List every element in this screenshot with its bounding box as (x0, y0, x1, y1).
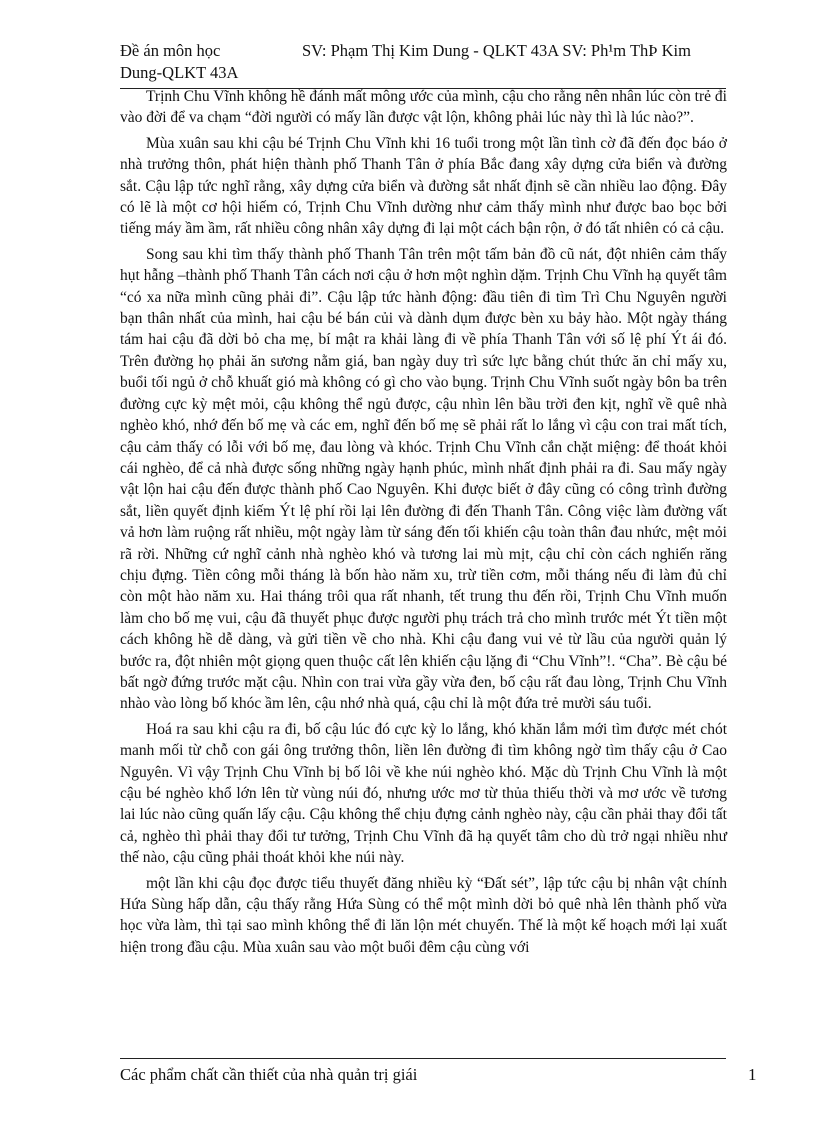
document-body (120, 86, 727, 962)
paragraph: Hoá ra sau khi cậu ra đi, bố cậu lúc đó cực kỳ lo lắng, khó khăn lắm mới tìm được mét chót manh mối từ chỗ con gái ông trưởng thôn, liền lên đường đi tìm không ngờ tìm thấy cậu ở Cao Nguyên. Vì vậy Trịnh Chu Vĩnh bị bố lôi về khe núi nghèo khó. Mặc dù Trịnh Chu Vĩnh là một cậu bé nghèo khổ lớn lên từ vùng núi đó, nhưng ước mơ từ thủa thiếu thời và mơ ước về tương lai lúc nào cũng quấn lấy cậu. Cậu không thể chịu đựng cảnh nghèo này, cậu cần phải thay đổi tất cả, nghèo thì phải thay đổi tư tưởng, Trịnh Chu Vĩnh đã hạ quyết tâm cho dù trở ngại nhiều như thế nào, cậu cũng phải thoát khỏi khe núi này. (120, 720, 727, 867)
page-number: 1 (748, 1065, 757, 1084)
paragraph: Song sau khi tìm thấy thành phố Thanh Tân trên một tấm bản đồ cũ nát, đột nhiên cảm thấy hụt hẫng –thành phố Thanh Tân cách nơi cậu ở hơn một nghìn dặm. Trịnh Chu Vĩnh hạ quyết tâm “có xa nữa mình cũng phải đi”. Cậu lập tức hành động: đầu tiên đi tìm Trì Chu Nguyên người bạn thân nhất của mình, hai cậu bé bán củi và dành dụm được bèn xu bảy hào. Một ngày tháng tám hai cậu đã dời bỏ cha mẹ, bí mật ra khải làng đi về phía Thanh Tân với số lệ phí Ýt ái đó. Trên đường họ phải ăn sương nằm giá, ban ngày duy trì sức lực bằng chút thức ăn chỉ mấy xu, buổi tối ngủ ở chỗ khuất gió mà không có gì cho vào bụng. Trịnh Chu Vĩnh suốt ngày bôn ba trên đường cực kỳ mệt mỏi, cậu không thể ngủ được, cậu nhìn lên bầu trời đen kịt, nghĩ về quê nhà nghèo khó, nhớ đến bố mẹ và các em, nghĩ đến bố mẹ sẽ phải rất lo lắng vì cậu con trai mất tích, cậu cảm thấy có lỗi với bố mẹ, đau lòng và khóc. Trịnh Chu Vĩnh cắn chặt miệng: để thoát khỏi cái nghèo, để cả nhà được sống những ngày hạnh phúc, mình nhất định phải ra đi. Sau mấy ngày vật lộn hai cậu đến được thành phố Cao Nguyên. Khi được biết ở đây cũng có công trình đường sắt, liền quyết định kiếm Ýt lệ phí rồi lại lên đường đi đến Thanh Tân. Công việc làm đường vất vả hơn làm ruộng rất nhiều, một ngày làm từ sáng đến tối khiến cậu toàn thân đau nhức, mệt mỏi rã rời. Những cứ nghĩ cảnh nhà nghèo khó và tương lai mù mịt, cậu chỉ còn cách nghiến răng chịu đựng. Tiền công mỗi tháng là bốn hào năm xu, trừ tiền cơm, mỗi tháng nếu đi làm đủ chỉ còn một hào năm xu. Hai tháng trôi qua rất nhanh, tết trung thu đến rồi, Trịnh Chu Vĩnh muốn làm cho bố mẹ vui, cậu đã thuyết phục được người phụ trách trả cho mình trước mét Ýt tiền một cách không hề dễ dàng, và gửi tiền về cho nhà. Khi cậu đang vui vẻ từ lầu của người quản lý bước ra, đột nhiên một giọng quen thuộc cất lên khiến cậu lặng đi “Chu Vĩnh”!. “Cha”. Bè cậu bé bất ngờ đứng trước mặt cậu. Nhìn con trai vừa gầy vừa đen, bố cậu rất đau lòng, Trịnh Chu Vĩnh nhào vào lòng bố khóc ầm lên, cậu nhớ nhà quá, cậu chỉ là một đứa trẻ mười sáu tuổi. (120, 245, 727, 713)
header-left-line1: Đề án môn học (120, 41, 221, 60)
paragraph: Mùa xuân sau khi cậu bé Trịnh Chu Vĩnh khi 16 tuổi trong một lần tình cờ đã đến đọc báo ở nhà trưởng thôn, phát hiện thành phố Thanh Tân ở phía Bắc đang xây dựng cửa biển và đường sắt. Cậu lập tức nghĩ rằng, xây dựng cửa biển và đường sắt nhất định sẽ cần nhiều lao động. Đây có lẽ là một cơ hội hiếm có, Trịnh Chu Vĩnh dường như cảm thấy mình như được bao bọc bởi tiếng máy ầm ầm, rất nhiều công nhân xây dựng đi lại một cách bận rộn, ở đó tất nhiên có cả cậu. (120, 134, 727, 238)
header-student-name: SV: Phạm Thị Kim Dung - QLKT 43A SV: Ph¹m ThÞ Kim (302, 41, 691, 60)
paragraph: một lần khi cậu đọc được tiểu thuyết đăng nhiều kỳ “Đất sét”, lập tức cậu bị nhân vật chính Hứa Sùng hấp dẫn, cậu thấy rằng Hứa Sùng có thể một mình dời bỏ quê nhà lên thành phố vừa học vừa làm, thì tại sao mình không thể đi lăn lộn mét chuyến. Thế là một kế hoạch mới lại xuất hiện trong đầu cậu. Mùa xuân sau vào một buổi đêm cậu cùng với (120, 874, 727, 956)
header-course-title (120, 40, 310, 84)
footer-divider (120, 1058, 726, 1059)
paragraph: Trịnh Chu Vĩnh không hề đánh mất mông ước của mình, cậu cho rằng nên nhân lúc còn trẻ đi vào đời để va chạm “đời người có mấy lần được vật lộn, không phải lúc này thì là lúc nào?”. (120, 88, 727, 127)
header-left-line2: Dung-QLKT 43A (120, 63, 239, 82)
footer-title: Các phẩm chất cần thiết của nhà quản trị giái (120, 1065, 418, 1084)
